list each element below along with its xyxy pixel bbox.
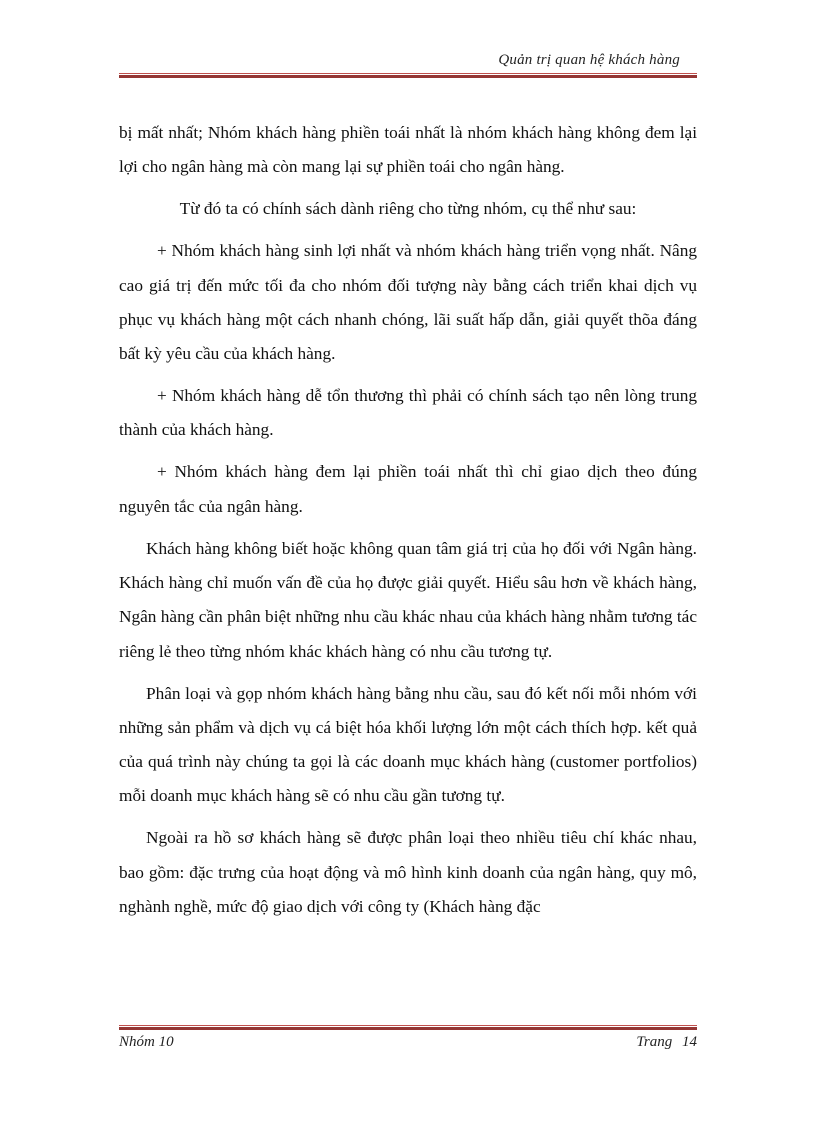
page-body bbox=[119, 116, 697, 932]
paragraph-customer-value: Khách hàng không biết hoặc không quan tâm giá trị của họ đối với Ngân hàng. Khách hàng chỉ muốn vấn đề của họ được giải quyết. Hiểu sâu hơn về khách hàng, Ngân hàng cần phân biệt những nhu cầu khác nhau của khách hàng nhằm tương tác riêng lẻ theo từng nhóm khác khách hàng có nhu cầu tương tự. bbox=[119, 538, 697, 661]
footer-page-number: Trang 14 bbox=[636, 1034, 697, 1050]
footer-group-label: Nhóm 10 bbox=[119, 1034, 174, 1050]
running-header-title: Quản trị quan hệ khách hàng bbox=[498, 52, 680, 68]
paragraph-bullet-vulnerable: + Nhóm khách hàng dễ tổn thương thì phải có chính sách tạo nên lòng trung thành của khách hàng. bbox=[119, 386, 697, 440]
paragraph-profile-criteria: Ngoài ra hồ sơ khách hàng sẽ được phân loại theo nhiều tiêu chí khác nhau, bao gồm: đặc trưng của hoạt động và mô hình kinh doanh của ngân hàng, quy mô, nghành nghề, mức độ giao dịch với công ty (Khách hàng đặc bbox=[119, 828, 697, 917]
paragraph-bullet-troublesome: + Nhóm khách hàng đem lại phiền toái nhất thì chỉ giao dịch theo đúng nguyên tắc của ngân hàng. bbox=[119, 462, 697, 516]
header-divider bbox=[119, 73, 697, 78]
paragraph-grouping: Phân loại và gọp nhóm khách hàng bằng nhu cầu, sau đó kết nối mỗi nhóm với những sản phẩm và dịch vụ cá biệt hóa khối lượng lớn một cách thích hợp. kết quả của quá trình này chúng ta gọi là các doanh mục khách hàng (customer portfolios) mỗi doanh mục khách hàng sẽ có nhu cầu gần tương tự. bbox=[119, 683, 697, 806]
paragraph-continuation: bị mất nhất; Nhóm khách hàng phiền toái nhất là nhóm khách hàng không đem lại lợi cho ngân hàng mà còn mang lại sự phiền toái cho ngân hàng. bbox=[119, 123, 697, 177]
paragraph-bullet-profitable: + Nhóm khách hàng sinh lợi nhất và nhóm khách hàng triển vọng nhất. Nâng cao giá trị đến mức tối đa cho nhóm đối tượng này bằng cách triển khai dịch vụ phục vụ khách hàng một cách nhanh chóng, lãi suất hấp dẫn, giải quyết thõa đáng bất kỳ yêu cầu của khách hàng. bbox=[119, 241, 697, 364]
footer-divider bbox=[119, 1025, 697, 1030]
paragraph-policy-intro: Từ đó ta có chính sách dành riêng cho từng nhóm, cụ thể như sau: bbox=[179, 199, 637, 219]
